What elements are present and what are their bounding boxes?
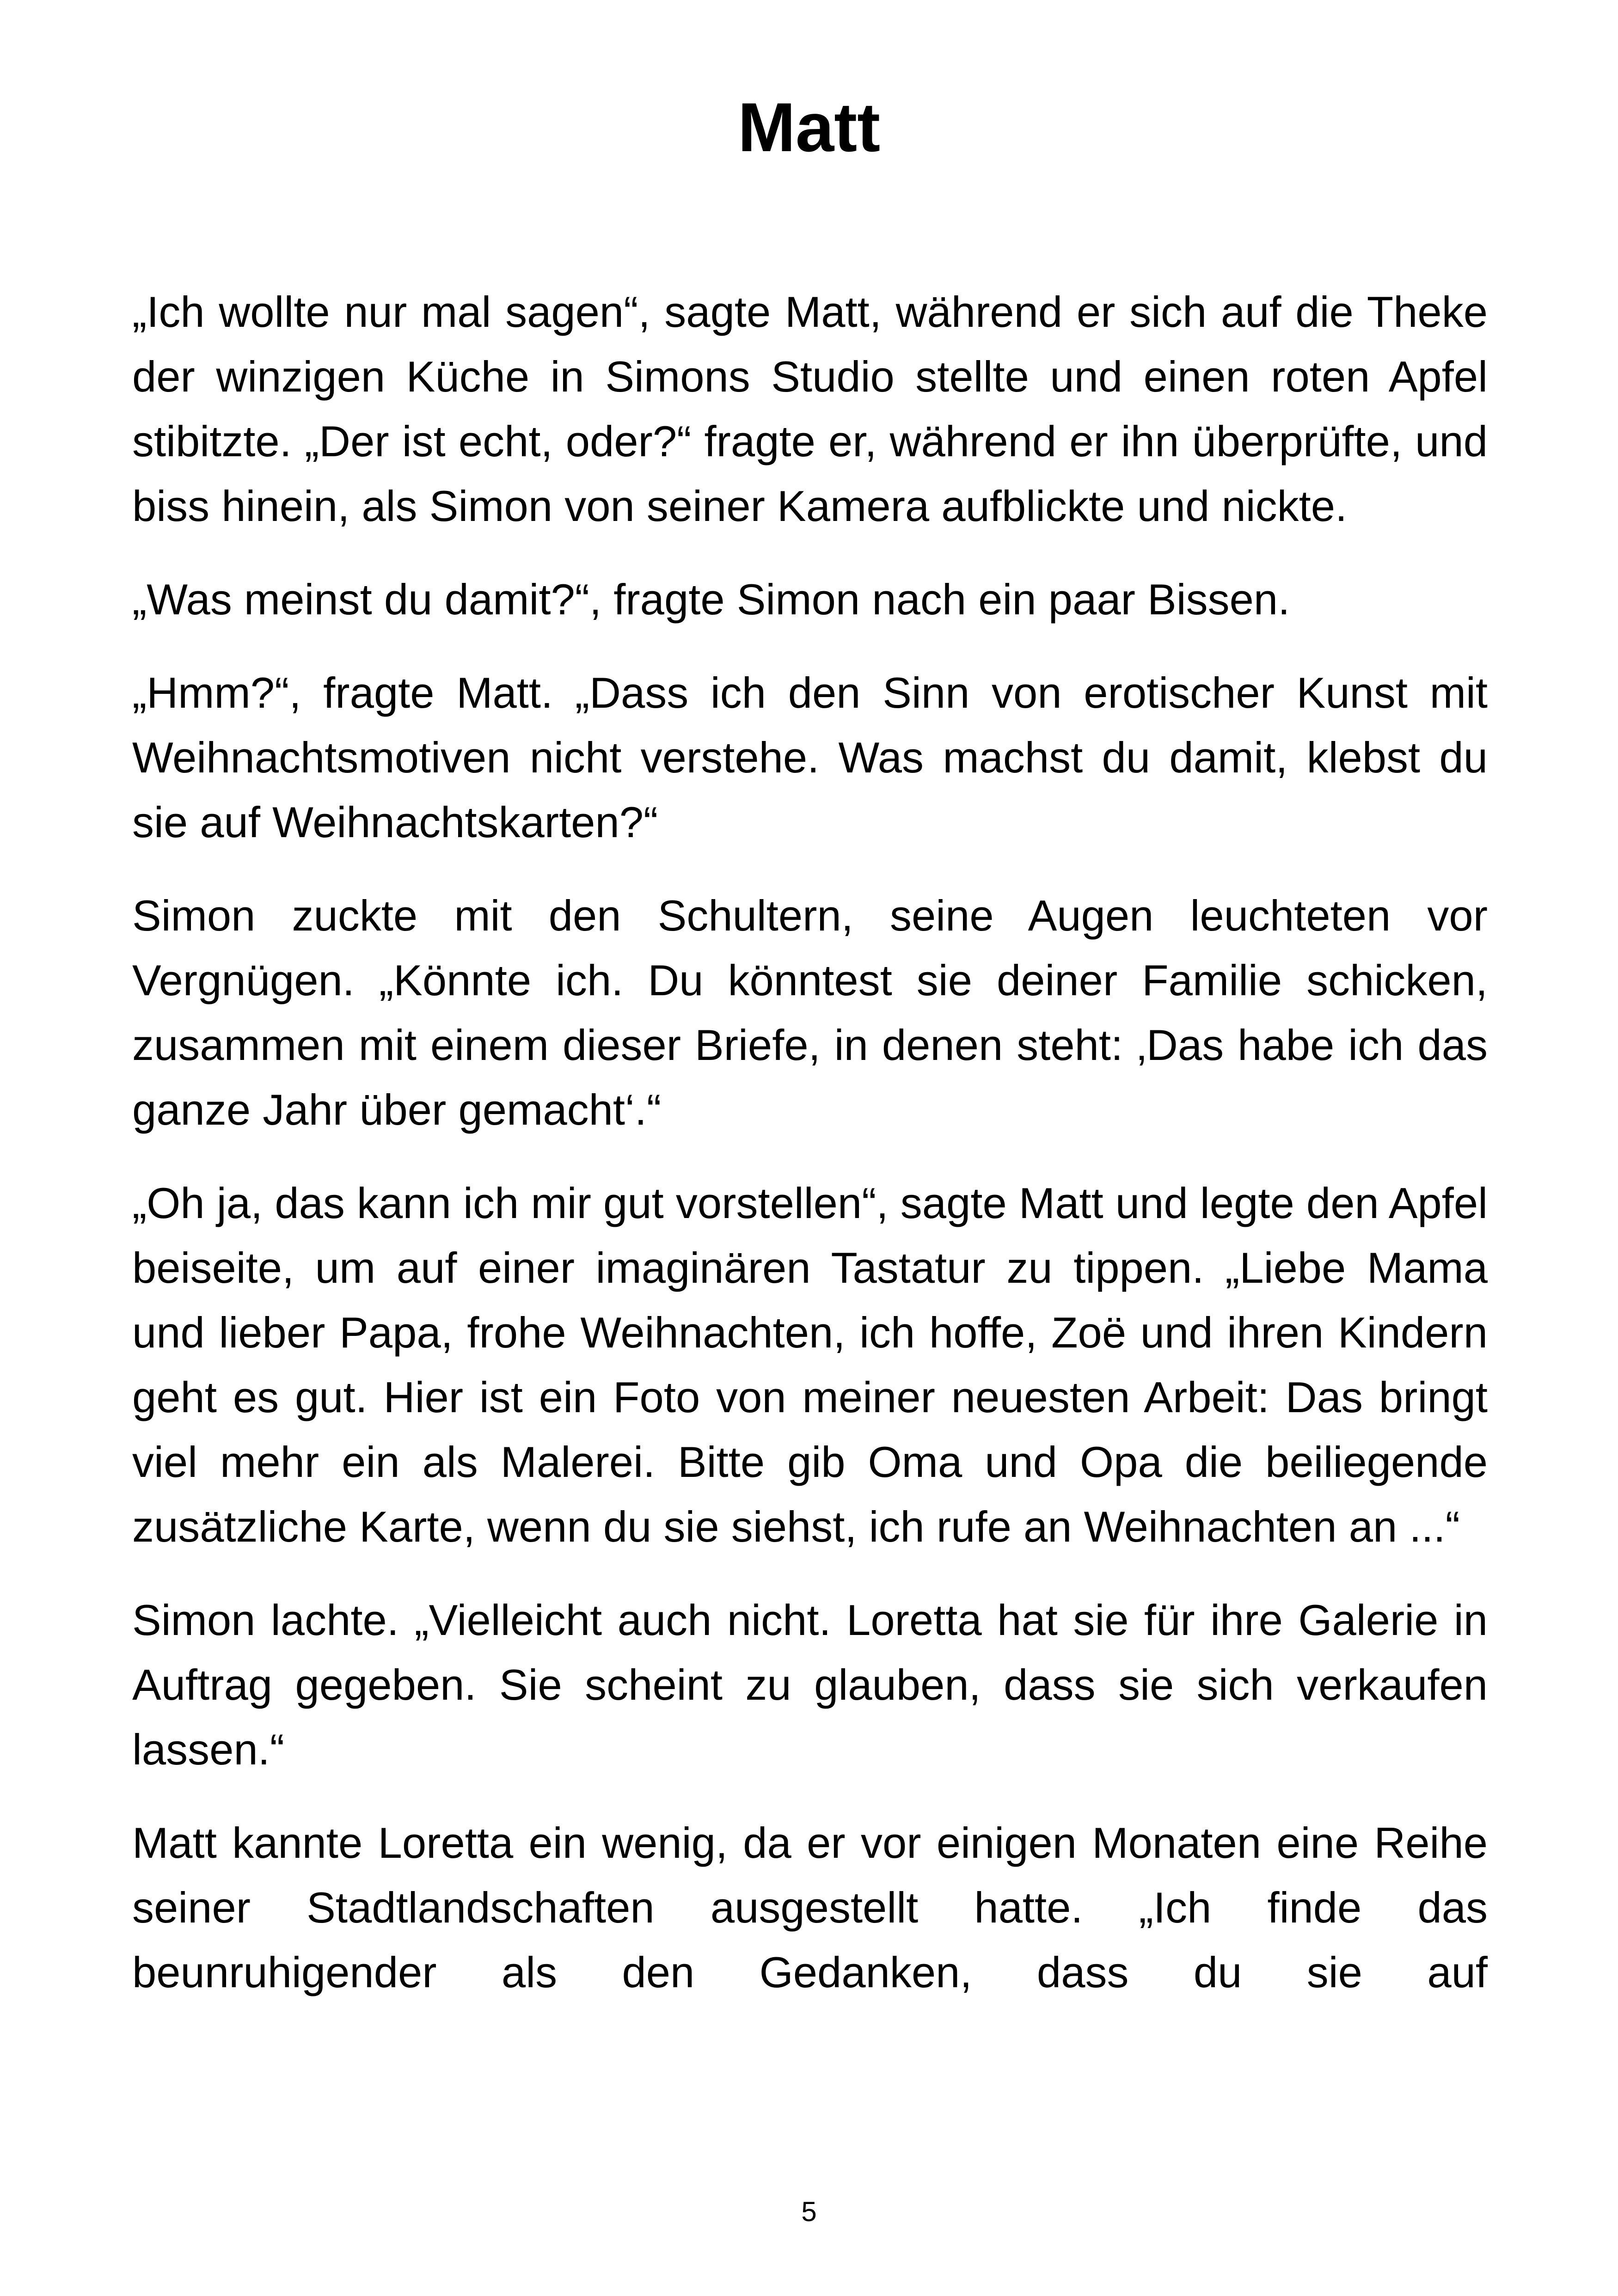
paragraph: Simon lachte. „Vielleicht auch nicht. Loretta hat sie für ihre Galerie in Auftrag gegeben. Sie scheint zu glauben, dass sie sich verkaufen lassen.“ <box>132 1596 1488 1774</box>
body-text <box>132 280 1488 2005</box>
paragraph: „Was meinst du damit?“, fragte Simon nach ein paar Bissen. <box>132 575 1290 624</box>
paragraph: Simon zuckte mit den Schultern, seine Augen leuchteten vor Vergnügen. „Könnte ich. Du könntest sie deiner Familie schicken, zusammen mit einem dieser Briefe, in denen steht: ‚Das habe ich das ganze Jahr über gemacht‘.“ <box>132 891 1488 1134</box>
paragraph: „Hmm?“, fragte Matt. „Dass ich den Sinn von erotischer Kunst mit Weihnachtsmotiven nicht verstehe. Was machst du damit, klebst du sie auf Weihnachtskarten?“ <box>132 668 1488 846</box>
paragraph: Matt kannte Loretta ein wenig, da er vor einigen Monaten eine Reihe seiner Stadtlandschaften ausgestellt hatte. „Ich finde das beunruhigender als den Gedanken, dass du sie auf <box>132 1818 1488 1996</box>
chapter-title: Matt <box>737 88 881 166</box>
paragraph: „Ich wollte nur mal sagen“, sagte Matt, während er sich auf die Theke der winzigen Küche in Simons Studio stellte und einen roten Apfel stibitzte. „Der ist echt, oder?“ fragte er, während er ihn überprüfte, und biss hinein, als Simon von seiner Kamera aufblickte und nickte. <box>132 288 1488 530</box>
page-number: 5 <box>801 2196 817 2227</box>
paragraph: „Oh ja, das kann ich mir gut vorstellen“, sagte Matt und legte den Apfel beiseite, um auf einer imaginären Tastatur zu tippen. „Liebe Mama und lieber Papa, frohe Weihnachten, ich hoffe, Zoë und ihren Kindern geht es gut. Hier ist ein Foto von meiner neuesten Arbeit: Das bringt viel mehr ein als Malerei. Bitte gib Oma und Opa die beiliegende zusätzliche Karte, wenn du sie siehst, ich rufe an Weihnachten an ...“ <box>132 1179 1488 1551</box>
